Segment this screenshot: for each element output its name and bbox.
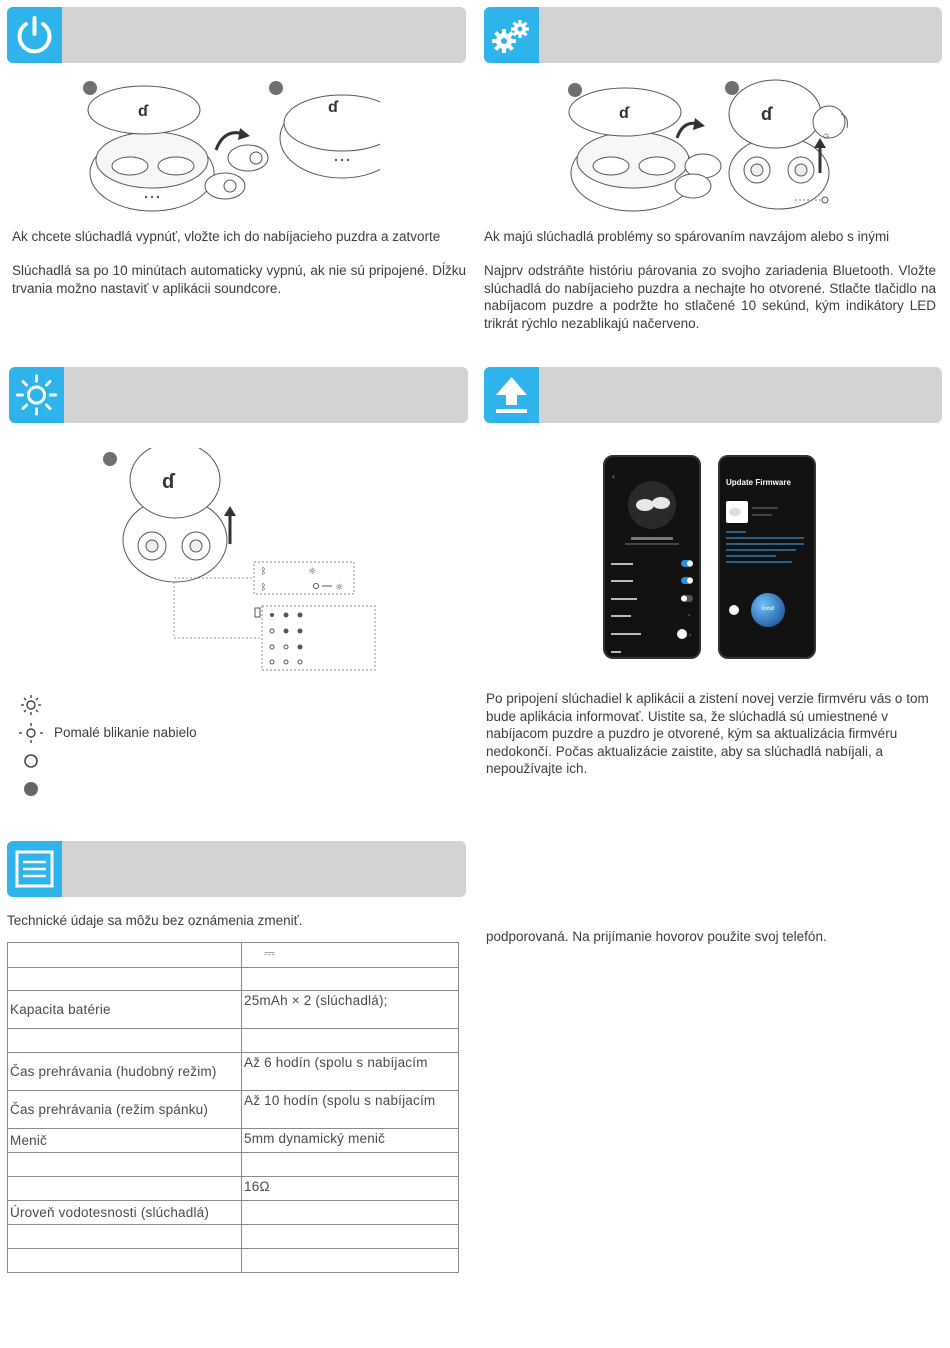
section-header-power (7, 7, 466, 63)
earbuds-case-off-illustration (80, 78, 380, 218)
specs-note: Technické údaje sa môžu bez oznámenia zmeniť. (7, 913, 303, 928)
table-row (8, 1129, 459, 1153)
spec-key: Menič (8, 1129, 242, 1153)
spec-value (242, 1225, 459, 1249)
spec-key: Čas prehrávania (hudobný režim) (8, 1053, 242, 1091)
led-slow-blink-icon (18, 722, 46, 744)
svg-text:ɗ: ɗ (138, 103, 148, 120)
auto-off-note: Slúchadlá sa po 10 minútach automaticky vypnú, ak nie sú pripojené. Dĺžku trvania možno nastaviť v aplikácii soundcore. (12, 263, 466, 296)
section-header-firmware (484, 367, 942, 423)
spec-value (242, 1029, 459, 1053)
table-row (8, 1201, 459, 1225)
table-row (8, 968, 459, 991)
upload-icon (484, 367, 539, 423)
table-row (8, 991, 459, 1029)
spec-value (242, 1249, 459, 1273)
svg-text:☼: ☼ (308, 567, 317, 577)
svg-text:☼: ☼ (335, 583, 344, 593)
spec-key (8, 968, 242, 991)
svg-text:ɗ: ɗ (328, 99, 338, 116)
spec-value: ⎓ (242, 943, 459, 968)
svg-text:ɗ: ɗ (761, 104, 772, 124)
svg-text:◷: ◷ (823, 133, 830, 140)
list-icon (7, 841, 62, 897)
led-on-icon (18, 778, 46, 800)
table-row (8, 1029, 459, 1053)
table-row (8, 1091, 459, 1129)
led-indicator-illustration (100, 448, 380, 678)
reset-illustration (565, 78, 855, 218)
reset-instructions: Najprv odstráňte históriu párovania zo svojho zariadenia Bluetooth. Vložte slúchadlá do nabíjacieho puzdra a nechajte ho otvorené. Stlačte tlačidlo na nabíjacom puzdre a podržte ho stlačené 10 sekúnd, kým indikátory LED trikrát rýchlo nezablikajú načerveno. (484, 263, 936, 331)
spec-value: 16Ω (242, 1177, 459, 1201)
table-row (8, 1153, 459, 1177)
section-header-specs (7, 841, 466, 897)
calls-note: podporovaná. Na prijímanie hovorov použite svoj telefón. (486, 929, 827, 944)
svg-text:ɗ: ɗ (619, 105, 629, 122)
spec-value: Až 6 hodín (spolu s nabíjacím (242, 1053, 459, 1091)
firmware-update-text: Po pripojení slúchadiel k aplikácii a zistení novej verzie firmvéru vás o tom bude aplikácia informovať. Uistite sa, že slúchadlá sú umiestnené v nabíjacom puzdre a puzdro je otvorené, kým sa aktualizácia firmvéru nedokončí. Počas aktualizácie zaistite, aby sa slúchadlá nabíjali, a nepoužívajte ich. (486, 691, 929, 776)
svg-text:ᛒ: ᛒ (261, 583, 267, 593)
reset-problem-text: Ak majú slúchadlá problémy so spárovaním navzájom alebo s inými (484, 229, 890, 244)
sun-icon (9, 367, 64, 423)
led-steady-white-icon (18, 694, 46, 716)
slow-blink-label: Pomalé blikanie nabielo (54, 725, 197, 740)
spec-value: Až 10 hodín (spolu s nabíjacím (242, 1091, 459, 1129)
table-row (8, 1177, 459, 1201)
table-row (8, 1053, 459, 1091)
power-off-instruction: Ak chcete slúchadlá vypnúť, vložte ich do nabíjacieho puzdra a zatvorte (12, 229, 441, 244)
table-row (8, 1225, 459, 1249)
table-row (8, 1249, 459, 1273)
spec-key: Kapacita batérie (8, 991, 242, 1029)
spec-key (8, 1249, 242, 1273)
table-row (8, 943, 459, 968)
spec-key (8, 1225, 242, 1249)
spec-value: 5mm dynamický menič (242, 1129, 459, 1153)
power-icon (7, 7, 62, 63)
section-header-led (9, 367, 468, 423)
svg-text:ᛒ: ᛒ (261, 567, 267, 577)
svg-text:›: › (688, 612, 691, 619)
spec-value: 25mAh × 2 (slúchadlá); (242, 991, 459, 1029)
gears-icon (484, 7, 539, 63)
spec-value (242, 968, 459, 991)
install-button: Install (761, 606, 775, 612)
spec-key (8, 1153, 242, 1177)
spec-value (242, 1201, 459, 1225)
svg-text:‹: ‹ (612, 473, 615, 481)
phone-settings-mockup (603, 455, 701, 659)
section-header-reset (484, 7, 942, 63)
phone-update-firmware-mockup (718, 455, 816, 659)
update-firmware-title: Update Firmware (726, 478, 791, 487)
spec-key: Úroveň vodotesnosti (slúchadlá) (8, 1201, 242, 1225)
spec-key: Čas prehrávania (režim spánku) (8, 1091, 242, 1129)
svg-text:›: › (689, 632, 692, 639)
spec-key (8, 1029, 242, 1053)
spec-value (242, 1153, 459, 1177)
svg-text:ɗ: ɗ (162, 471, 175, 493)
spec-key (8, 1177, 242, 1201)
specs-table (7, 942, 459, 1273)
led-off-icon (18, 750, 46, 772)
spec-key (8, 943, 242, 968)
